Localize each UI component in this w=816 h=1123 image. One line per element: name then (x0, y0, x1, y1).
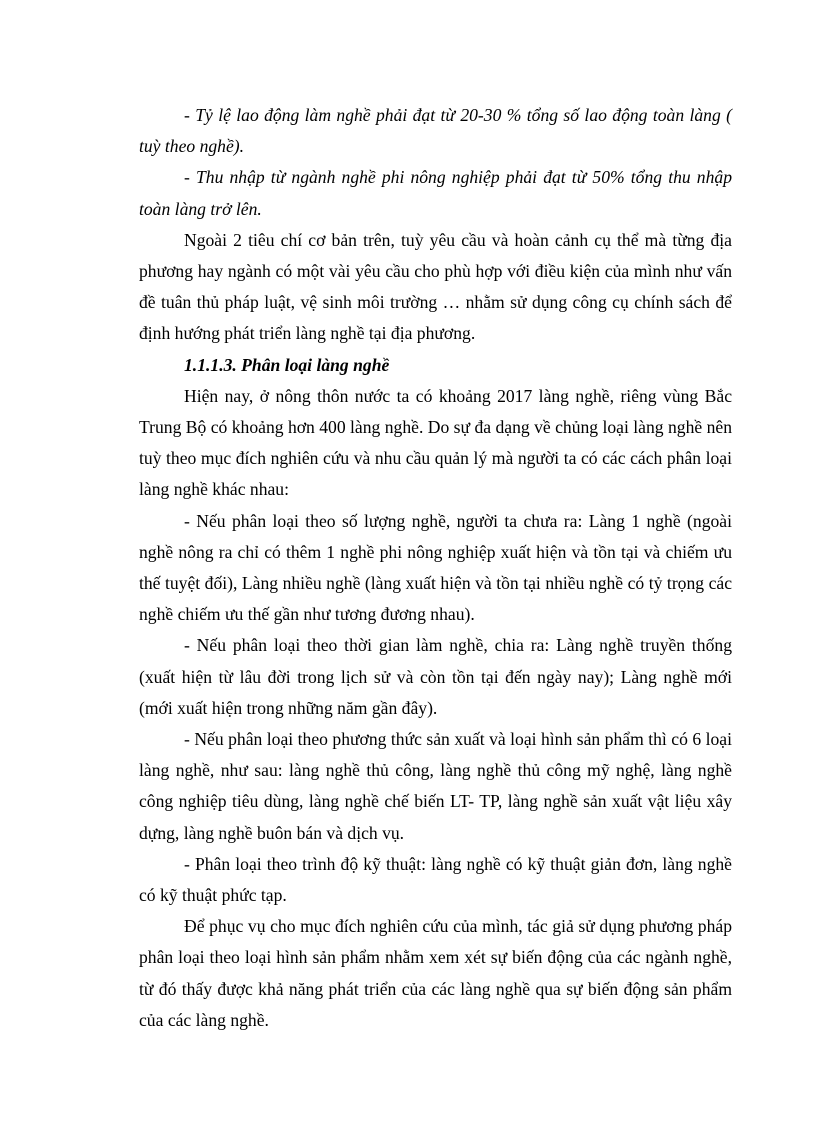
paragraph-by-technique: - Phân loại theo trình độ kỹ thuật: làng nghề có kỹ thuật giản đơn, làng nghề có kỹ thuật phức tạp. (139, 853, 732, 906)
criterion-labor-ratio: - Tỷ lệ lao động làm nghề phải đạt từ 20-30 % tổng số lao động toàn làng ( tuỳ theo nghề). (139, 105, 732, 157)
paragraph-by-time: - Nếu phân loại theo thời gian làm nghề, chia ra: Làng nghề truyền thống (xuất hiện từ lâu đời trong lịch sử và còn tồn tại đến ngày nay); Làng nghề mới (mới xuất hiện trong những năm gần đây). (139, 635, 732, 718)
paragraph-by-production-method: - Nếu phân loại theo phương thức sản xuất và loại hình sản phẩm thì có 6 loại làng nghề, như sau: làng nghề thủ công, làng nghề thủ công mỹ nghệ, làng nghề công nghiệp tiêu dùng, làng nghề chế biến LT- TP, làng nghề sản xuất vật liệu xây dựng, làng nghề buôn bán và dịch vụ. (139, 729, 732, 843)
paragraph-by-number-of-trades: - Nếu phân loại theo số lượng nghề, người ta chưa ra: Làng 1 nghề (ngoài nghề nông ra chỉ có thêm 1 nghề phi nông nghiệp xuất hiện và tồn tại và chiếm ưu thế tuyệt đối), Làng nhiều nghề (làng xuất hiện và tồn tại nhiều nghề có tỷ trọng các nghề chiếm ưu thế gần như tương đương nhau). (139, 510, 732, 625)
criterion-income-ratio: - Thu nhập từ ngành nghề phi nông nghiệp phải đạt từ 50% tổng thu nhập toàn làng trở lên. (139, 167, 732, 219)
paragraph-author-method: Để phục vụ cho mục đích nghiên cứu của mình, tác giả sử dụng phương pháp phân loại theo loại hình sản phẩm nhằm xem xét sự biến động của các ngành nghề, từ đó thấy được khả năng phát triển của các làng nghề qua sự biến động sản phẩm của các làng nghề. (139, 916, 732, 1030)
paragraph-overview: Hiện nay, ở nông thôn nước ta có khoảng 2017 làng nghề, riêng vùng Bắc Trung Bộ có khoảng hơn 400 làng nghề. Do sự đa dạng về chủng loại làng nghề nên tuỳ theo mục đích nghiên cứu và nhu cầu quản lý mà người ta có các cách phân loại làng nghề khác nhau: (139, 385, 732, 500)
document-page (139, 100, 732, 1036)
section-heading: 1.1.1.3. Phân loại làng nghề (184, 354, 390, 375)
paragraph-additional-criteria: Ngoài 2 tiêu chí cơ bản trên, tuỳ yêu cầu và hoàn cảnh cụ thể mà từng địa phương hay ngành có một vài yêu cầu cho phù hợp với điều kiện của mình như vấn đề tuân thủ pháp luật, vệ sinh môi trường … nhằm sử dụng công cụ chính sách để định hướng phát triển làng nghề tại địa phương. (139, 229, 732, 344)
